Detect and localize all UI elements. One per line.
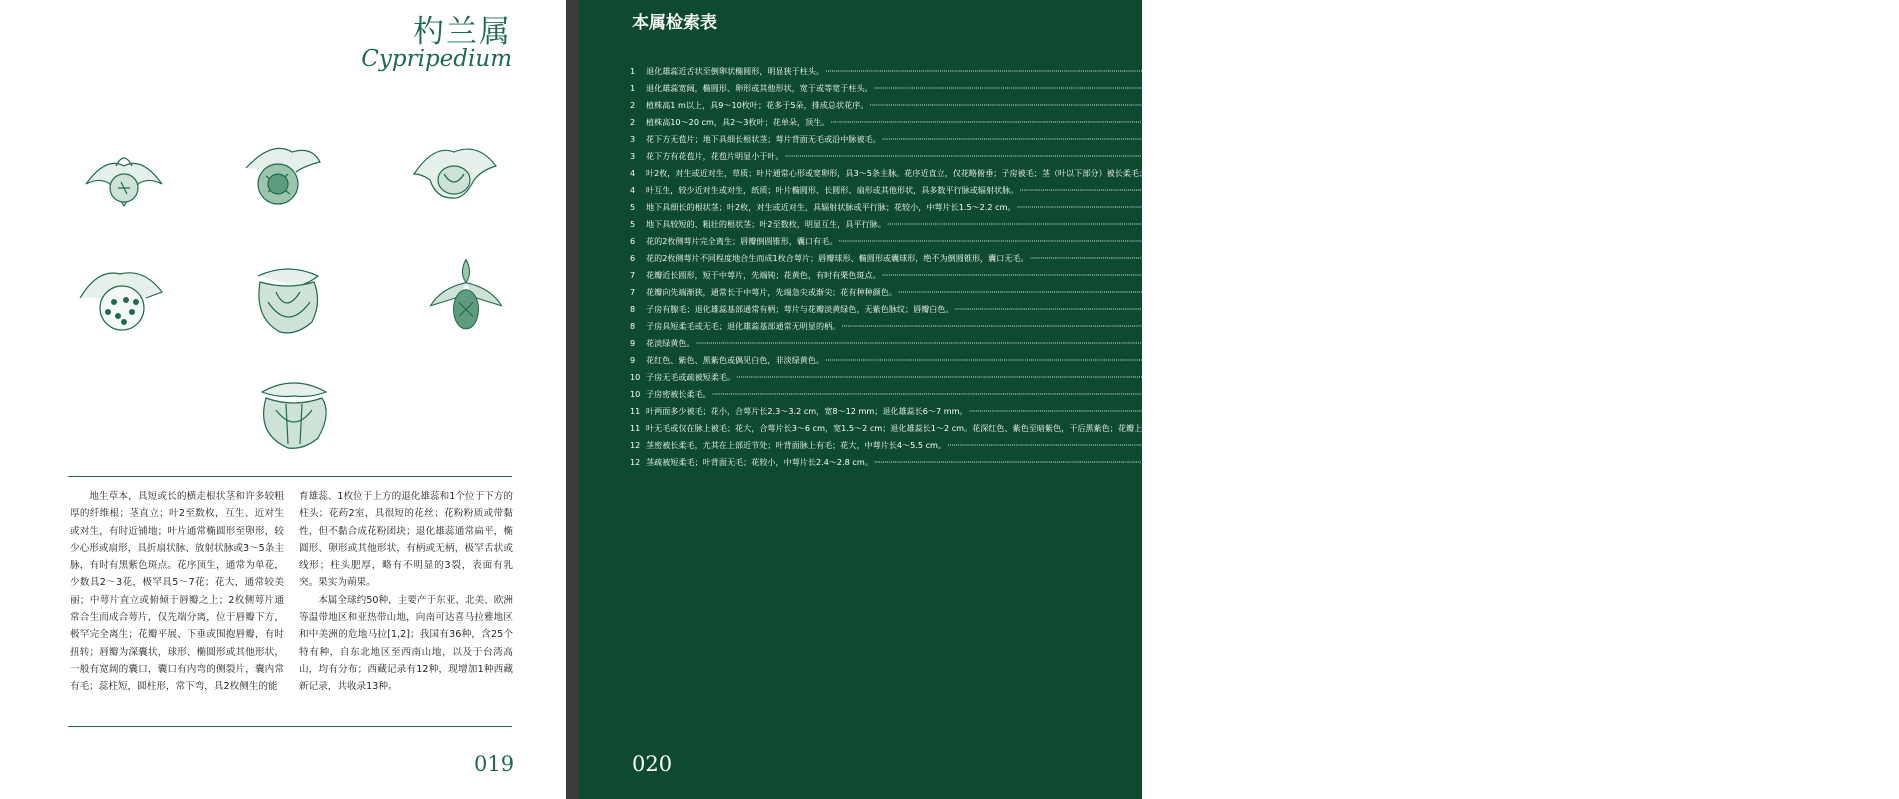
key-entry-body: [646, 284, 1379, 301]
key-entry-number: 9: [630, 355, 636, 365]
key-entry-result-name: (8): [1367, 287, 1379, 297]
description-column-2: [299, 488, 513, 696]
key-entry-result: [1206, 369, 1223, 386]
key-entry-scientific-name: C. plectrochilum: [1342, 236, 1409, 246]
key-entry-body: [646, 182, 1500, 199]
key-entry: [630, 148, 1266, 165]
key-entry-number: 12: [630, 457, 641, 467]
key-entry: [630, 63, 1306, 80]
key-entry-body: [646, 233, 1409, 250]
key-entry-leader-dots: [1310, 165, 1778, 182]
key-entry-leader-dots: [1030, 250, 1498, 267]
key-entry-number: 12: [630, 440, 641, 450]
key-entry-result-name: 毛杓兰: [1416, 440, 1441, 450]
key-entry: [630, 182, 1501, 199]
key-entry-scientific-name: C. himalaicum: [1378, 457, 1437, 467]
key-entry-text: 茎密被长柔毛，尤其在上部近节处；叶背面脉上有毛；花大，中萼片长4～5.5 cm。: [646, 440, 947, 450]
key-entry-result: [1438, 403, 1531, 420]
key-entry-result-name: (3): [1343, 83, 1355, 93]
key-entry-scientific-name: C. elegans: [1814, 168, 1857, 178]
key-entry-text: 花瓣近长圆形，短于中萼片，先端钝；花黄色，有时有栗色斑点。: [646, 270, 881, 280]
key-entry: [630, 352, 1312, 369]
key-entry: [630, 454, 1437, 471]
key-entry-result-name: 黄花杓兰: [1351, 270, 1384, 280]
key-entry-result: [1339, 97, 1436, 114]
key-entry-number: 3: [630, 134, 636, 144]
key-entry-text: 花下方有花苞片，花苞片明显小于叶。: [646, 151, 784, 161]
key-entry-result-name: 离萼杓兰: [1307, 236, 1341, 246]
key-entry: [630, 284, 1379, 301]
key-title: 本属检索表: [632, 13, 717, 33]
key-entry-body: [646, 148, 1266, 165]
key-entry-leader-dots: [696, 335, 1164, 352]
key-entry-result-name: 云南杓兰: [1438, 406, 1471, 416]
key-entry-text: 叶互生，较少近对生或对生，纸质；叶片椭圆形、长圆形、扇形或其他形状，具多数平行脉或辐射状脉。: [646, 185, 1019, 195]
key-entry-body: [646, 318, 1322, 335]
key-entry-result-name: 无苞杓兰: [1351, 134, 1384, 144]
key-entry-leader-dots: [825, 63, 1293, 80]
key-entry-result: [1181, 386, 1198, 403]
key-entry-body: [646, 369, 1222, 386]
key-entry-leader-dots: [1019, 182, 1487, 199]
key-entry-leader-dots: [882, 131, 1350, 148]
key-entry-body: [646, 80, 1355, 97]
key-entry-scientific-name: C. tibeticum: [1849, 423, 1899, 433]
key-entry-result: [1300, 114, 1370, 131]
key-entry-number: 11: [630, 406, 641, 416]
key-entry-number: 6: [630, 253, 636, 263]
key-entry-result-name: 高山杓兰: [1343, 457, 1376, 467]
key-entry-text: 花的2枚侧萼片不同程度地合生而成1枚合萼片；唇瓣球形、椭圆形或囊球形，绝不为倒圆锥形，囊口无毛。: [646, 253, 1029, 263]
key-entry-body: [646, 454, 1436, 471]
key-entry-number: 4: [630, 168, 636, 178]
genus-title-latin: Cypripedium: [361, 46, 512, 72]
key-entry-body: [646, 63, 1306, 80]
key-entry-body: [646, 335, 1242, 352]
key-entry-result: [1343, 80, 1354, 97]
key-entry-result-name: (11): [1205, 372, 1223, 382]
key-entry-text: 茎疏被短柔毛；叶背面无毛；花较小，中萼片长2.4～2.8 cm。: [646, 457, 873, 467]
key-entry-result: [1489, 182, 1500, 199]
key-entry-number: 10: [630, 389, 641, 399]
key-entry-leader-dots: [869, 97, 1337, 114]
key-entry-text: 地下具较短的、粗壮的根状茎；叶2至数枚，明显互生，具平行脉。: [646, 219, 886, 229]
key-entry-result: [1779, 165, 1856, 182]
key-entry-number: 9: [630, 338, 636, 348]
divider-bottom: [68, 726, 512, 727]
key-entry-text: 花下方无苞片；地下具细长根状茎；萼片背面无毛或沿中脉被毛。: [646, 134, 881, 144]
key-entry-leader-dots: [874, 80, 1342, 97]
key-entry: [630, 97, 1436, 114]
key-entry-body: [646, 114, 1370, 131]
key-entry-scientific-name: C. cordigerum: [1459, 304, 1517, 314]
key-entry-result-name: (10): [1294, 355, 1312, 365]
key-entry-result: [1295, 63, 1306, 80]
key-entry-result-name: 宽口杓兰: [1299, 117, 1333, 127]
key-entry-result-name: (6): [1356, 219, 1368, 229]
key-entry-number: 4: [630, 185, 636, 195]
key-entry-scientific-name: C. wardii: [1334, 117, 1371, 127]
flower-illustration-3: [404, 134, 500, 214]
right-page: [579, 0, 1899, 799]
key-entry: [630, 386, 1198, 403]
key-entry-text: 植株高1 m以上，具9～10枚叶；花多于5朵，排成总状花序。: [646, 100, 869, 110]
key-entry: [630, 216, 1368, 233]
flower-illustration-7: [246, 374, 342, 454]
key-entry-leader-dots: [887, 216, 1355, 233]
key-entry-body: [646, 352, 1311, 369]
key-entry-leader-dots: [955, 301, 1423, 318]
key-entry-number: 2: [630, 100, 636, 110]
key-entry-leader-dots: [969, 403, 1437, 420]
key-entry-number: 7: [630, 287, 636, 297]
key-entry-body: [646, 165, 1857, 182]
key-entry-result-name: (5): [1488, 185, 1501, 195]
key-entry-text: 花红色、紫色、黑紫色或偶见白色，非淡绿黄色。: [646, 355, 825, 365]
key-entry-text: 子房有腺毛；退化雄蕊基部通常有柄；萼片与花瓣淡黄绿色，无紫色脉纹；唇瓣白色。: [646, 304, 954, 314]
key-entry-scientific-name: C. ludlowii: [1200, 338, 1242, 348]
key-entry-text: 叶两面多少被毛；花小，合萼片长2.3～3.2 cm，宽8～12 mm；退化雄蕊长6～7 mm。: [646, 406, 968, 416]
divider-top: [68, 476, 512, 477]
key-entry-text: 子房具短柔毛或无毛；退化雄蕊基部通常无明显的柄。: [646, 321, 841, 331]
description-paragraph-1: 地生草本，具短或长的横走根状茎和许多较粗厚的纤维根；茎直立；叶2至数枚，互生、近对生或对生，有时近铺地；叶片通常椭圆形至卵形，较少心形或扇形，具折扇状脉、放射状脉或3～5条主脉，有时有黑紫色斑点。花序顶生，通常为单花，少数具2～3花，极罕具5～7花；花大，通常较美丽；中萼片直立或俯倾于唇瓣之上；2枚侧萼片通常合生而成合萼片，仅先端分离，位于唇瓣下方，极罕完全离生；花瓣平展、下垂或围抱唇瓣，有时扭转；唇瓣为深囊状，球形、椭圆形或其他形状，一般有宽阔的囊口，囊口有内弯的侧裂片，囊内常有毛；蕊柱短，圆柱形，常下弯，具2枚侧生的能: [70, 491, 284, 693]
key-entry-result: [1295, 352, 1312, 369]
key-entry-result-name: 白唇杓兰: [1424, 304, 1457, 314]
key-entry-scientific-name: C. franchetii: [1443, 440, 1493, 450]
identification-key-list: [630, 63, 1899, 471]
flower-illustration-4: [74, 262, 170, 342]
key-entry-body: [646, 216, 1368, 233]
key-entry: [630, 335, 1242, 352]
key-entry-text: 退化雄蕊近舌状至倒卵状椭圆形，明显狭于柱头。: [646, 66, 825, 76]
key-entry-number: 3: [630, 151, 636, 161]
key-entry-text: 子房密被长柔毛。: [646, 389, 711, 399]
key-entry-leader-dots: [841, 318, 1309, 335]
key-entry-result-name: 紫点杓兰: [1486, 202, 1519, 212]
key-entry: [630, 250, 1511, 267]
book-spine: [566, 0, 579, 799]
description-paragraph-1-cont: 育雄蕊、1枚位于上方的退化雄蕊和1个位于下方的柱头；花药2室，具很短的花丝；花粉粉质或带黏性，但不黏合成花粉团块；退化雄蕊通常扁平，椭圆形、卵形或其他形状，有柄或无柄，极罕舌状或线形；柱头肥厚，略有不明显的3裂，表面有乳突。果实为蒴果。: [299, 491, 513, 589]
key-entry-text: 叶2枚，对生或近对生，草质；叶片通常心形或宽卵形，具3～5条主脉。花序近直立，仅花略俯垂；子房被毛；茎（叶以下部分）被长柔毛；叶具缘毛；花黄绿色，有栗色或紫红色斑纹。: [646, 168, 1309, 178]
key-entry-leader-dots: [898, 284, 1366, 301]
key-entry-leader-dots: [785, 148, 1253, 165]
key-entry-leader-dots: [1017, 199, 1485, 216]
key-entry-result: [1499, 250, 1510, 267]
key-entry-result-name: (7): [1499, 253, 1511, 263]
key-entry-text: 子房无毛或疏被短柔毛。: [646, 372, 736, 382]
key-entry-result: [1356, 216, 1367, 233]
key-entry-scientific-name: C. subtropicum: [1373, 100, 1436, 110]
key-entry-leader-dots: [736, 369, 1204, 386]
description-paragraph-2: 本属全球约50种，主要产于东亚、北美、欧洲等温带地区和亚热带山地，向南可达喜马拉雅地区和中美洲的危地马拉[1,2]；我国有36种，含25个特有种，自东北地区至西南山地，以及于台湾高山，均有分布；西藏记录有12种，现增加1种西藏新记录，共收录13种。: [299, 594, 513, 693]
key-entry-body: [646, 420, 1899, 437]
key-entry-result: [1254, 148, 1265, 165]
key-entry-body: [646, 386, 1198, 403]
flower-illustration-1: [76, 136, 172, 216]
key-entry: [630, 233, 1409, 250]
key-entry: [630, 369, 1223, 386]
key-entry-leader-dots: [874, 454, 1342, 471]
key-entry-body: [646, 250, 1511, 267]
key-entry: [630, 199, 1570, 216]
key-entry-body: [646, 403, 1531, 420]
key-entry-number: 2: [630, 117, 636, 127]
key-entry-body: [646, 97, 1435, 114]
key-entry-result-name: (4): [1254, 151, 1266, 161]
key-entry-text: 地下具细长的根状茎；叶2枚，对生或近对生，具辐射状脉或平行脉；花较小，中萼片长1.5～2.2 cm。: [646, 202, 1016, 212]
key-entry-result-name: 西藏杓兰: [1814, 423, 1848, 433]
key-entry: [630, 114, 1371, 131]
key-entry-scientific-name: C. flavum: [1386, 270, 1425, 280]
description-column-1: [70, 488, 284, 696]
key-entry-result: [1416, 437, 1492, 454]
key-entry-result: [1308, 233, 1409, 250]
key-entry-body: [646, 267, 1425, 284]
key-entry: [630, 301, 1517, 318]
key-entry: [630, 318, 1323, 335]
key-entry-number: 8: [630, 321, 636, 331]
key-entry-number: 1: [630, 83, 636, 93]
key-entry-result-name: (9): [1310, 321, 1323, 331]
flower-illustration-5: [240, 262, 336, 342]
key-entry-scientific-name: C.yunnanense: [1473, 406, 1531, 416]
key-entry: [630, 131, 1459, 148]
key-entry-result-name: 暖地杓兰: [1338, 100, 1372, 110]
key-entry-number: 1: [630, 66, 636, 76]
key-entry: [630, 420, 1899, 437]
key-entry-leader-dots: [947, 437, 1415, 454]
key-entry-scientific-name: C. guttatum: [1520, 202, 1570, 212]
key-entry-leader-dots: [1345, 420, 1813, 437]
key-entry-number: 8: [630, 304, 636, 314]
key-entry-text: 花瓣向先端渐狭，通常长于中萼片，先端急尖或渐尖；花有种种颜色。: [646, 287, 897, 297]
key-entry-scientific-name: C. bardolphianum: [1386, 134, 1459, 144]
key-entry-text: 退化雄蕊宽阔，椭圆形、卵形或其他形状，宽于或等宽于柱头。: [646, 83, 873, 93]
key-entry-leader-dots: [838, 233, 1306, 250]
key-entry-result-name: 波密杓兰: [1165, 338, 1198, 348]
key-entry-number: 11: [630, 423, 641, 433]
key-entry: [630, 80, 1355, 97]
key-entry-number: 10: [630, 372, 641, 382]
genus-title-chinese: 杓兰属: [413, 14, 512, 50]
key-entry-result: [1351, 267, 1425, 284]
flower-illustration-6: [418, 256, 514, 336]
key-entry-result: [1343, 454, 1436, 471]
key-entry-number: 5: [630, 219, 636, 229]
key-entry: [630, 267, 1425, 284]
key-entry-result: [1367, 284, 1378, 301]
page-number-left: 019: [474, 752, 515, 776]
flower-illustration-2: [232, 132, 328, 212]
key-entry-text: 叶无毛或仅在脉上被毛；花大，合萼片长3～6 cm，宽1.5～2 cm；退化雄蕊长1～2 cm。花深红色、紫色至暗紫色，干后黑紫色；花瓣上的纵横纹理十分清晰；退化雄蕊背面多少有龙骨状凸起。: [646, 423, 1345, 433]
key-entry-body: [646, 437, 1493, 454]
key-entry-result-name: 雅致杓兰: [1779, 168, 1812, 178]
key-entry-leader-dots: [830, 114, 1298, 131]
key-entry-body: [646, 199, 1570, 216]
key-entry-number: 6: [630, 236, 636, 246]
key-entry: [630, 165, 1857, 182]
key-entry-result: [1311, 318, 1322, 335]
page-number-right: 020: [632, 752, 673, 776]
key-entry-result-name: (12): [1181, 389, 1198, 399]
key-entry-number: 5: [630, 202, 636, 212]
key-entry-leader-dots: [712, 386, 1180, 403]
key-entry-result-name: (2): [1294, 66, 1306, 76]
key-entry-text: 花淡绿黄色。: [646, 338, 695, 348]
key-entry-body: [646, 131, 1458, 148]
key-entry: [630, 403, 1531, 420]
key-entry-body: [646, 301, 1516, 318]
key-entry-leader-dots: [882, 267, 1350, 284]
key-entry-leader-dots: [825, 352, 1293, 369]
key-entry-text: 花的2枚侧萼片完全离生；唇瓣倒圆锥形，囊口有毛。: [646, 236, 838, 246]
key-entry-result: [1351, 131, 1458, 148]
key-entry-result: [1815, 420, 1899, 437]
key-entry-number: 7: [630, 270, 636, 280]
key-entry-result: [1165, 335, 1242, 352]
key-entry: [630, 437, 1493, 454]
key-entry-text: 植株高10～20 cm，具2～3枚叶；花单朵，顶生。: [646, 117, 830, 127]
key-entry-result: [1486, 199, 1570, 216]
left-page: [0, 0, 566, 799]
key-entry-result: [1424, 301, 1516, 318]
